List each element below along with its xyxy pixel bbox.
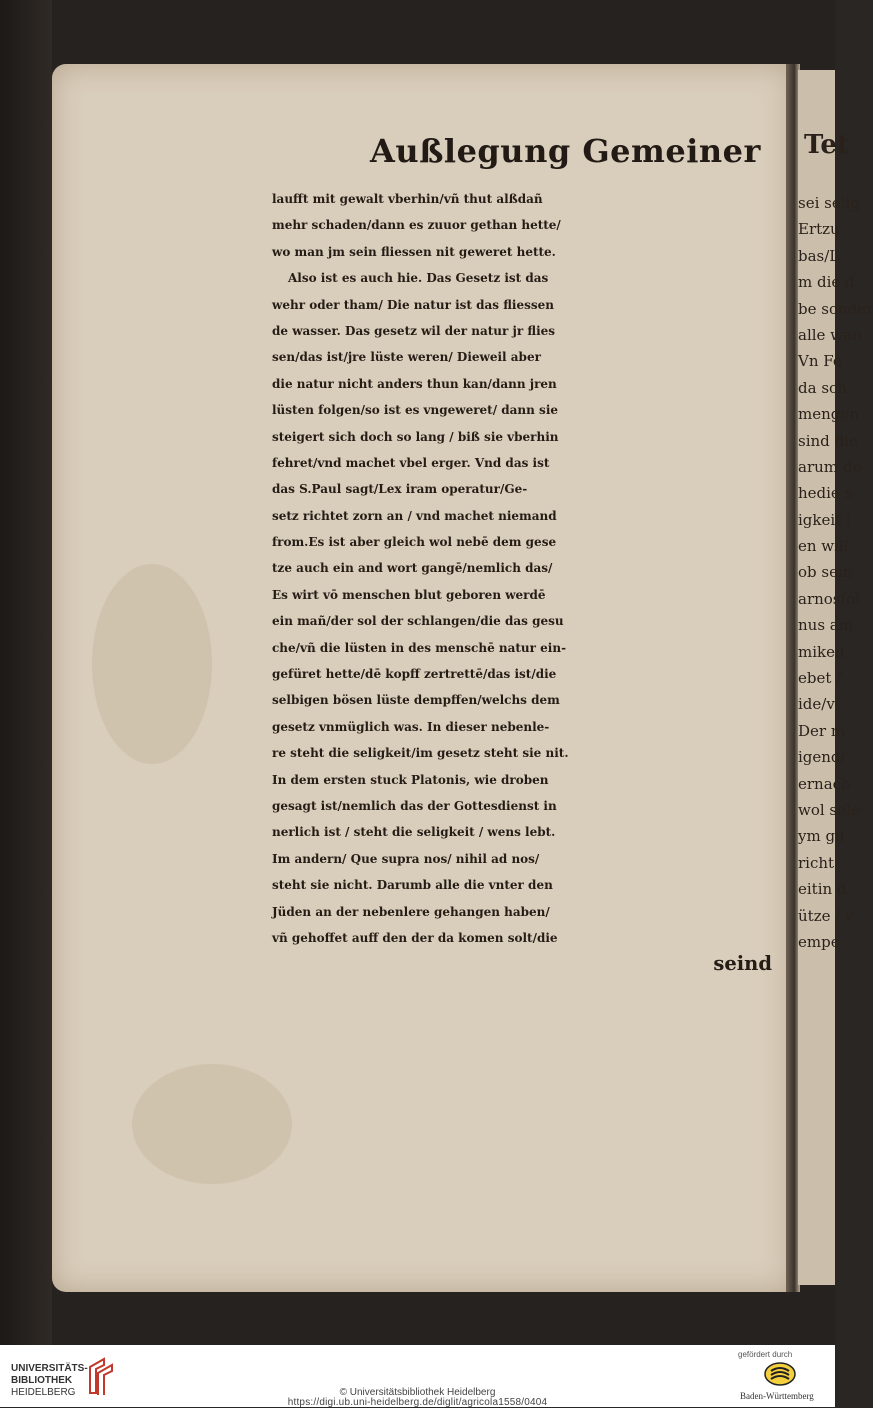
facing-page-line: sei selig [798, 194, 860, 212]
page-stain [92, 564, 212, 764]
text-line: fehret/vnd machet vbel erger. Vnd das ist [272, 455, 550, 470]
facing-page [798, 70, 873, 1285]
text-line: vñ gehoffet auff den der da komen solt/die [272, 930, 558, 945]
facing-page-line: en will [798, 537, 849, 556]
facing-page-line: igend/ [798, 748, 846, 767]
facing-page-line: alle wan [798, 325, 862, 344]
facing-page-line: ebet / [798, 669, 842, 688]
facing-page-line: arum de [798, 457, 862, 476]
page-heading: Außlegung Gemeiner [370, 132, 761, 170]
facing-page-line: be sonder [798, 299, 873, 318]
facing-page-line: mengen [798, 405, 859, 424]
facing-page-line: wol sole [798, 800, 860, 819]
text-line: Im andern/ Que supra nos/ nihil ad nos/ [272, 851, 540, 866]
facing-page-line: da sch [798, 378, 848, 397]
text-line: nerlich ist / steht die seligkeit / wens lebt. [272, 825, 556, 840]
library-name-line: BIBLIOTHEK [11, 1375, 73, 1386]
text-line: laufft mit gewalt vberhin/vñ thut alßdañ [272, 192, 543, 206]
copyright-notice: © Universitätsbibliothek Heidelberg [339, 1387, 496, 1398]
text-line: mehr schaden/dann es zuuor gethan hette/ [272, 218, 561, 233]
facing-page-text [798, 190, 873, 955]
text-line: sen/das ist/jre lüste weren/ Dieweil aber [272, 350, 541, 365]
permalink[interactable]: https://digi.ub.uni-heidelberg.de/diglit/agricola1558/0404 [287, 1397, 548, 1408]
text-line: che/vñ die lüsten in des menschē natur ein- [272, 640, 567, 655]
facing-page-line: ernach [798, 774, 851, 793]
facing-page-line: igkeit ( [798, 510, 852, 529]
text-line: steht sie nicht. Darumb alle die vnter den [272, 878, 553, 893]
catchword: seind [713, 952, 772, 976]
text-line: Jüden an der nebenlere gehangen haben/ [272, 904, 550, 919]
library-name-line: HEIDELBERG [11, 1387, 76, 1398]
text-line: gefüret hette/dē kopff zertrettē/das ist/die [272, 667, 557, 682]
facing-page-line: Vn Fe [798, 352, 842, 371]
text-line: setz richtet zorn an / vnd machet niemand [272, 508, 557, 523]
facing-page-heading: Tet [804, 130, 849, 160]
text-line: In dem ersten stuck Platonis, wie droben [272, 772, 549, 787]
text-line: Es wirt vō menschen blut geboren werdē [272, 587, 546, 602]
viewer-footer [0, 1345, 835, 1407]
text-line: lüsten folgen/so ist es vngeweret/ dann sie [272, 403, 559, 418]
facing-page-line: arnosfol [798, 589, 860, 608]
text-line: from.Es ist aber gleich wol nebē dem gese [272, 535, 557, 550]
text-line: gesetz vnmüglich was. In dieser nebenle- [272, 719, 550, 734]
text-line: steigert sich doch so lang / biß sie vberhin [272, 429, 559, 444]
funding-label: gefördert durch [738, 1350, 793, 1359]
text-line: wehr oder tham/ Die natur ist das fliessen [272, 297, 554, 312]
text-line: re steht die seligkeit/im gesetz steht sie nit. [272, 746, 569, 761]
facing-page-line: eitin d [798, 880, 847, 899]
page-stain [132, 1064, 292, 1184]
text-line: das S.Paul sagt/Lex iram operatur/Ge- [272, 482, 528, 497]
facing-page-line: ide/v [798, 695, 835, 714]
facing-page-line: sind die [798, 431, 858, 450]
facing-page-line: empe [798, 932, 840, 951]
facing-page-line: m die d [798, 273, 855, 292]
text-line: ein mañ/der sol der schlangen/die das gesu [272, 614, 564, 629]
library-name-line: UNIVERSITÄTS- [11, 1363, 88, 1374]
facing-page-line: richt [798, 853, 835, 872]
facing-page-line: mikeit [798, 642, 846, 661]
facing-page-line: ym gu [798, 827, 845, 846]
facing-page-line: hedie s [798, 484, 853, 503]
text-line: gesagt ist/nemlich das der Gottesdienst in [272, 798, 557, 813]
facing-page-line: Der m [798, 721, 846, 740]
funder-name: Baden-Württemberg [740, 1391, 814, 1401]
text-line: Also ist es auch hie. Das Gesetz ist das [288, 271, 549, 286]
text-line: selbigen bösen lüste dempffen/welchs dem [272, 693, 560, 708]
text-line: tze auch ein and wort gangē/nemlich das/ [272, 561, 553, 576]
facing-page-line: ob sein [798, 563, 853, 582]
text-line: wo man jm sein fliessen nit geweret hette. [272, 244, 556, 259]
facing-page-line: ütze / v [798, 906, 854, 925]
text-line: die natur nicht anders thun kan/dann jren [272, 376, 557, 391]
text-line: de wasser. Das gesetz wil der natur jr flies [272, 323, 556, 338]
baden-wuerttemberg-crest-icon [763, 1361, 797, 1387]
facing-page-line: nus am [798, 616, 853, 635]
page-body-text [272, 186, 772, 978]
facing-page-line: Ertzu [798, 220, 840, 239]
book-cover-edge [0, 0, 52, 1345]
facing-page-line: bas/L [798, 246, 840, 265]
